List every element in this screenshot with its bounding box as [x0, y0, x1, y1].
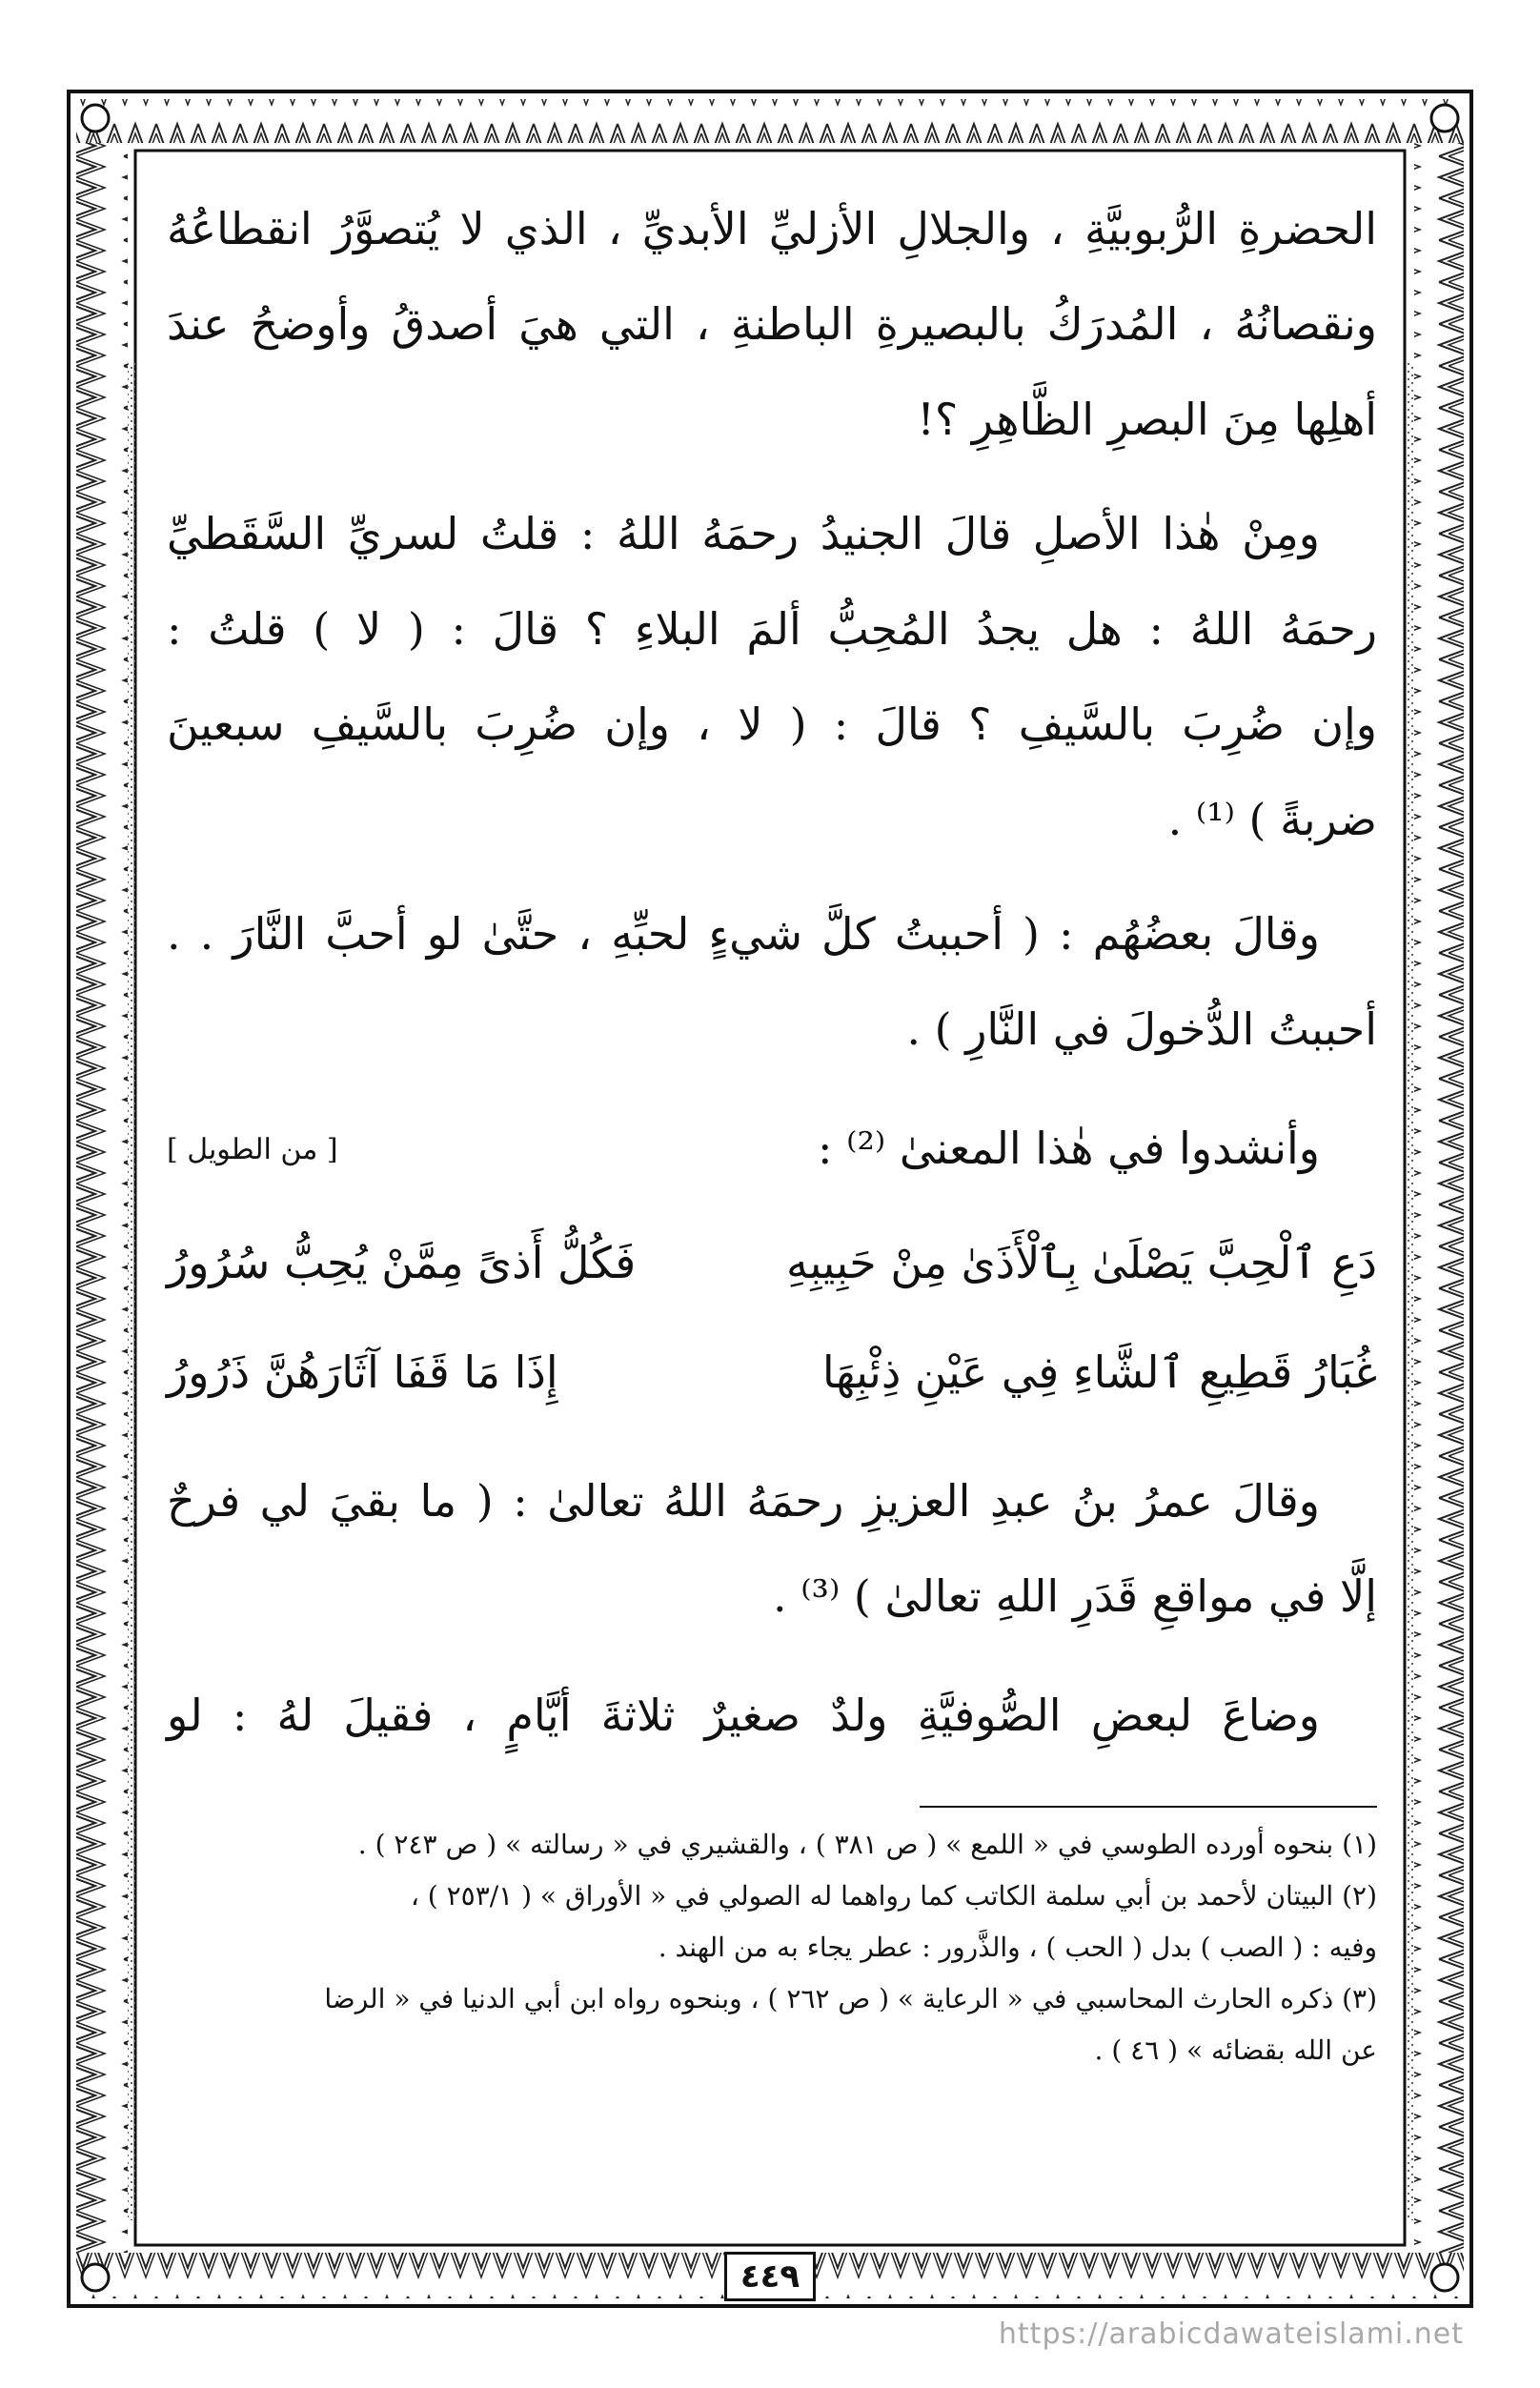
verse-intro: وأنشدوا في هٰذا المعنىٰ ⁽²⁾ :	[818, 1123, 1320, 1174]
footnote-3: (٣) ذكره الحارث المحاسبي في « الرعاية » ( ص ٢٦٢ ) ، وبنحوه رواه ابن أبي الدنيا في « الرضا	[324, 1983, 1377, 2014]
footnote-1: (١) بنحوه أورده الطوسي في « اللمع » ( ص ٣٨١ ) ، والقشيري في « رسالته » ( ص ٢٤٣ ) .	[357, 1829, 1377, 1860]
verse-1-first-hemistich: دَعِ ٱلْحِبَّ يَصْلَىٰ بِٱلْأَذَىٰ مِنْ حَبِيبِهِ	[785, 1237, 1377, 1288]
verse-2-first-hemistich: غُبَارُ قَطِيعِ ٱلشَّاءِ فِي عَيْنِ ذِئْبِهَا	[821, 1346, 1377, 1398]
verse-2-second-hemistich: إِذَا مَا قَفَا آثَارَهُنَّ ذَرُورُ	[167, 1346, 558, 1398]
body-line-12: وضاعَ لبعضِ الصُّوفيَّةِ ولدٌ صغيرٌ ثلاثةَ أيَّامٍ ، فقيلَ لهُ : لو	[167, 1690, 1320, 1741]
verse-1-second-hemistich: فَكُلُّ أَذىً مِمَّنْ يُحِبُّ سُرُورُ	[167, 1237, 637, 1288]
body-line-8: وقالَ بعضُهُم : ( أحببتُ كلَّ شيءٍ لحبِّهِ ، حتَّىٰ لو أحبَّ النَّارَ . .	[167, 908, 1320, 960]
footnote-2-continued: وفيه : ( الصب ) بدل ( الحب ) ، والذَّرور : عطر يجاء به من الهند .	[658, 1932, 1377, 1963]
body-line-3: أهلِها مِنَ البصرِ الظَّاهِرِ ؟!	[917, 394, 1377, 445]
body-line-4: ومِنْ هٰذا الأصلِ قالَ الجنيدُ رحمَهُ اللهُ : قلتُ لسريِّ السَّقَطيِّ	[167, 508, 1320, 559]
footnote-2: (٢) البيتان لأحمد بن أبي سلمة الكاتب كما رواهما له الصولي في « الأوراق » ( ٢٥٣/١ ) ،	[410, 1880, 1377, 1912]
meter-label: [ من الطويل ]	[167, 1133, 338, 1166]
footnote-separator	[920, 1806, 1377, 1808]
watermark-url: https://arabicdawateislami.net	[998, 2317, 1464, 2351]
body-line-6: وإن ضُرِبَ بالسَّيفِ ؟ قالَ : ( لا ، وإن ضُرِبَ بالسَّيفِ سبعينَ	[167, 698, 1377, 750]
body-line-10: وقالَ عمرُ بنُ عبدِ العزيزِ رحمَهُ اللهُ تعالىٰ : ( ما بقيَ لي فرحٌ	[167, 1475, 1320, 1527]
body-line-9: أحببتُ الدُّخولَ في النَّارِ ) .	[906, 1003, 1377, 1055]
body-line-2: ونقصانُهُ ، المُدرَكُ بالبصيرةِ الباطنةِ ، التي هيَ أصدقُ وأوضحُ عندَ	[167, 298, 1377, 350]
body-line-1: الحضرةِ الرُّبوبيَّةِ ، والجلالِ الأزليِّ الأبديِّ ، الذي لا يُتصوَّرُ انقطاعُهُ	[167, 203, 1377, 254]
page-number: ٤٤٩	[724, 2252, 816, 2301]
body-line-11: إلَّا في مواقعِ قَدَرِ اللهِ تعالىٰ ) ⁽³⁾ .	[773, 1570, 1377, 1622]
body-line-5: رحمَهُ اللهُ : هل يجدُ المُحِبُّ ألمَ البلاءِ ؟ قالَ : ( لا ) قلتُ :	[167, 603, 1377, 655]
body-line-7: ضربةً ) ⁽¹⁾ .	[1167, 794, 1377, 845]
footnote-3-continued: عن الله بقضائه » ( ٤٦ ) .	[1094, 2034, 1377, 2066]
